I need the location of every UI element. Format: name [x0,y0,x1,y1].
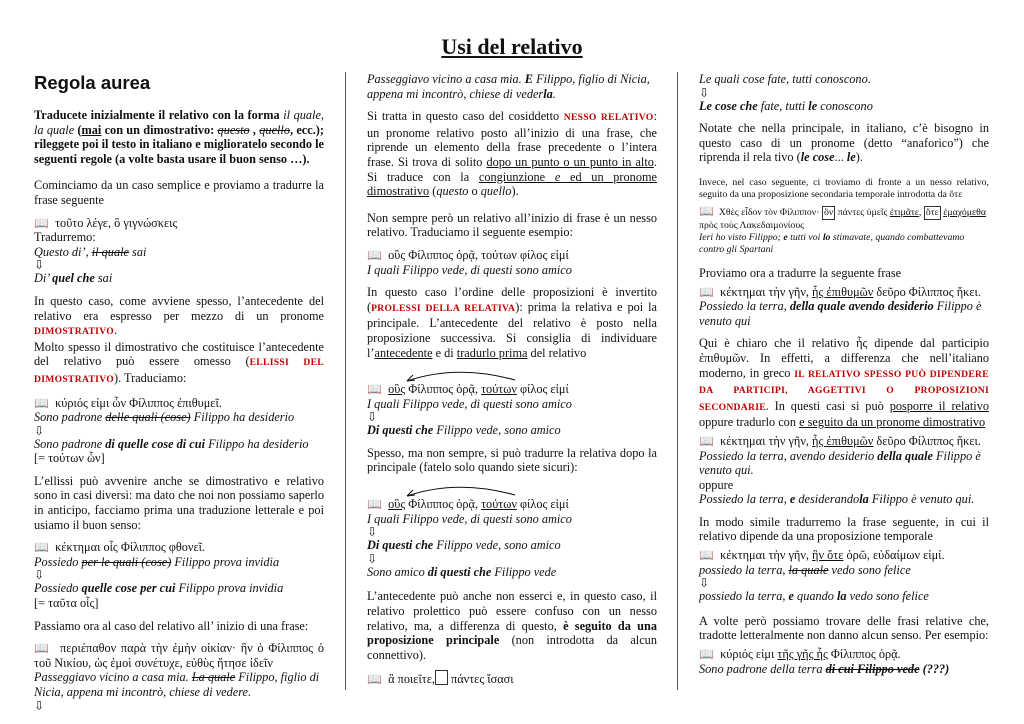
open-book-icon: 📖 [34,215,49,230]
paragraph: In questo caso, come avviene spesso, l’antecedente del relativo era espresso per mezzo di un pronome DIMOSTRATIVO. [34,293,324,338]
example-block: 📖 οὓς Φίλιππος ὁρᾷ, τούτων φίλος εἰμί I quali Filippo vede, di questi sono amico ⇩ Di questi che Filippo vede, sono amico ⇩ Sono amico di questi che Filippo vede [367,483,657,579]
example-translation: Passeggiavo vicino a casa mia. E Filippo, figlio di Nicia, appena mi incontrò, chiese di vederla. [367,72,650,101]
paragraph: Molto spesso il dimostrativo che costituisce l’antecedente del relativo può essere omesso (ELLISSI DEL DIMOSTRATIVO). Traduciamo: [34,339,325,385]
column-divider [345,72,346,690]
open-book-icon: 📖 [34,641,51,656]
open-book-icon: 📖 [34,540,49,555]
down-arrow-icon: ⇩ [699,85,710,100]
paragraph: L’ellissi può avvenire anche se dimostrativo e relativo sono in casi diversi: ma dato che noi non possiamo saperlo in anticipo, facciamo prima una traduzione letterale e poi usiamo il buon senso: [34,473,324,532]
empty-box [435,670,448,685]
column-2 [367,72,657,687]
example-block: 📖 κύριός εἰμι ὧν Φίλιππος ἐπιθυμεῖ. Sono padrone delle quali (cose) Filippo ha desiderio ⇩ Sono padrone di quelle cose di cui Filippo ha desiderio [= τούτων ὧν] [34,396,324,466]
open-book-icon: 📖 [699,284,714,299]
example-block: 📖 περιέπαθον παρὰ τὴν ἐμὴν οἰκίαν· ἣν ὁ Φίλιππος ὁ τοῦ Νικίου, ὡς ἐμοὶ συνέτυχε, εὐθὺς ἤτησε ἰδεῖν Passeggiavo vicino a casa mia. La quale Filippo, figlio di Nicia, appena mi incontrò, chiese di vedere. ⇩ [34,641,324,713]
paragraph: A volte però possiamo trovare delle frasi relative che, tradotte letteralmente non danno alcun senso. Per esempio: [699,613,989,643]
example-block: 📖 κύριός εἰμι τῆς γῆς ἧς Φίλιππος ὁρᾷ. Sono padrone della terra di cui Filippo vede (???) [699,647,950,676]
paragraph: L’antecedente può anche non esserci e, in questo caso, il relativo prolettico può essere confuso con un nesso relativo, ma, a differenza di questo, è seguito da una proposizione principale (non introdotta da alcun connettivo). [367,589,658,662]
down-arrow-icon: ⇩ [34,258,45,273]
open-book-icon: 📖 [367,672,382,687]
paragraph: Non sempre però un relativo all’inizio di frase è un nesso relativo. Traduciamo il seguente esempio: [367,210,657,240]
curved-arrow-icon [397,368,527,382]
paragraph: Notate che nella principale, in italiano, c’è bisogno in questo caso di un pronome (detto “anaforico”) che riprenda il rela tivo (le cose... le). [699,121,989,165]
down-arrow-icon: ⇩ [34,698,45,713]
golden-rule: Traducete inizialmente il relativo con la forma il quale, la quale (mai con un dimostrativo: questo , quello, ecc.); rileggete poi il testo in italiano e miglioratelo secondo le seguenti regole (a volte basta usare il buon senso …). [34,108,324,166]
curved-arrow-icon [397,483,527,497]
paragraph: Cominciamo da un caso semplice e proviamo a tradurre la frase seguente [34,178,324,207]
column-divider [677,72,678,690]
open-book-icon: 📖 [699,548,714,563]
page-title: Usi del relativo [441,34,583,59]
paragraph: In modo simile tradurremo la frase seguente, in cui il relativo dipende da una proposizione temporale [699,514,989,544]
open-book-icon: 📖 [34,395,49,410]
down-arrow-icon: ⇩ [367,525,378,540]
paragraph: Qui è chiaro che il relativo ἧς dipende dal participio ἐπιθυμῶν. In effetti, a differenza che nell’italiano moderno, in greco IL RELATIVO SPESSO PUÒ DIPENDERE DA PARTICIPI, AGGETTIVI O PROPOSIZIONI SECONDARIE. In questi casi si può posporre il relativo oppure tradurlo con e seguito da un pronome dimostrativo [699,336,989,430]
example-block: 📖 Χθὲς εἶδον τὸν Φίλιππον· ὃν πάντες ὑμεῖς ἐτιμᾶτε, ὅτε ἐμαχόμεθα πρὸς τοὺς Λακεδαιμονίους Ieri ho visto Filippo; e tutti voi lo stimavate, quando combattevamo contro gli Spartani [699,203,986,255]
section-heading: Regola aurea [34,72,151,93]
paragraph: Proviamo ora a tradurre la seguente frase [699,265,902,280]
column-3 [699,72,989,676]
example-block: 📖 οὓς Φίλιππος ὁρᾷ, τούτων φίλος εἰμί I quali Filippo vede, di questi sono amico [367,247,572,277]
paragraph: Si tratta in questo caso del cosiddetto NESSO RELATIVO: un pronome relativo posto all’inizio di una frase, che riprende un elemento della frase precedente o l’intera frase. Si trova di solito dopo un punto o un punto in alto. Si traduce con la congiunzione e ed un pronome dimostrativo (questo o quello). [367,109,657,199]
example-block: 📖 κέκτημαι οἷς Φίλιππος φθονεῖ. Possiedo per le quali (cose) Filippo prova invidia ⇩ Possiedo quelle cose per cui Filippo prova invidia [= ταῦτα οἷς] [34,540,324,610]
example-block: 📖 κέκτημαι τὴν γῆν, ἧς ἐπιθυμῶν δεῦρο Φίλιππος ἥκει. Possiedo la terra, della quale avendo desiderio Filippo è venuto qui [699,284,982,328]
down-arrow-icon: ⇩ [367,551,378,566]
open-book-icon: 📖 [699,647,714,662]
paragraph: Passiamo ora al caso del relativo all’ inizio di una frase: [34,618,309,633]
down-arrow-icon: ⇩ [34,568,45,583]
paragraph: Spesso, ma non sempre, si può tradurre la relativa dopo la principale (fatelo solo quando siete sicuri): [367,445,657,475]
down-arrow-icon: ⇩ [699,576,710,591]
paragraph: In questo caso l’ordine delle proposizioni è invertito (PROLESSI DELLA RELATIVA): prima la relativa e poi la principale. L’antecedente del relativo è posto nella proposizione successiva. Si consiglia di individuare l’antecedente e di tradurlo prima del relativo [367,285,657,360]
open-book-icon: 📖 [699,203,714,218]
small-note: Invece, nel caso seguente, ci troviamo di fronte a un nesso relativo, seguito da una proposizione secondaria temporale introdotta da ὅτε [699,176,989,200]
example-block: 📖 κέκτημαι τὴν γῆν, ἧς ἐπιθυμῶν δεῦρο Φίλιππος ἥκει. Possiedo la terra, avendo desiderio della quale Filippo è venuto qui. oppure Possiedo la terra, e desiderandola Filippo è venuto qui. [699,433,981,507]
down-arrow-icon: ⇩ [34,423,45,438]
open-book-icon: 📖 [367,247,382,262]
column-1 [34,72,324,712]
open-book-icon: 📖 [699,433,714,448]
example-block: Le quali cose fate, tutti conoscono. ⇩ Le cose che fate, tutti le conoscono [699,72,989,113]
open-book-icon: 📖 [367,382,382,397]
down-arrow-icon: ⇩ [367,410,378,425]
example-block: 📖 οὓς Φίλιππος ὁρᾷ, τούτων φίλος εἰμί I quali Filippo vede, di questi sono amico ⇩ Di questi che Filippo vede, sono amico [367,368,657,438]
example-block: 📖 τοῦτο λέγε, ὃ γιγνώσκεις Tradurremo: Questo di’, il quale sai ⇩ Di’ quel che sai [34,216,324,286]
open-book-icon: 📖 [367,497,382,512]
example-block: 📖 κέκτημαι τὴν γῆν, ἣν ὅτε ὁρῶ, εὐδαίμων εἰμί. possiedo la terra, la quale vedo sono felice ⇩ possiedo la terra, e quando la vedo sono felice [699,548,989,604]
example-block: 📖 ἃ ποιεῖτε, πάντες ἴσασι [367,672,514,687]
